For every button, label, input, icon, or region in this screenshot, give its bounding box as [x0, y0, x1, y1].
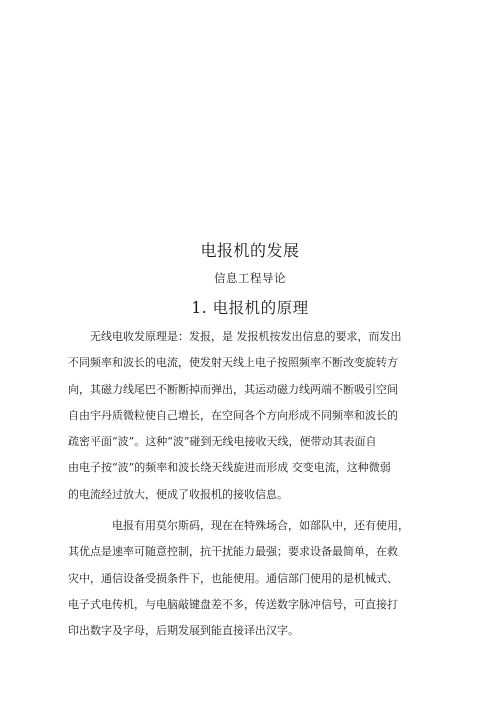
paragraph-line: 不同频率和波长的电流，使发射天线上电子按照频率不断改变旋转方 — [68, 356, 398, 370]
paragraph-line: 由电子按“波”的频率和波长绕天线旋进而形成 交变电流，这种微弱 — [68, 461, 391, 475]
paragraph-line: 自由宇丹质微粒使自己增长，在空间各个方向形成不同频率和波长的 — [68, 408, 398, 422]
paragraph-usage — [68, 513, 434, 644]
section-heading: 1. 电报机的原理 — [191, 299, 309, 317]
paragraph-line: 向，其磁力线尾巴不断断掉而弹出，其运动磁力线两端不断吸引空间 — [68, 382, 398, 396]
paragraph-line: 电子式电传机，与电脑敲键盘差不多，传送数字脉冲信号，可直接打 — [68, 597, 398, 611]
paragraph-line: 无线电收发原理是：发报，是 发报机按发出信息的要求，而发出 — [90, 330, 402, 343]
paragraph-line: 的电流经过放大，便成了收报机的接收信息。 — [68, 487, 288, 501]
paragraph-line: 电报有用莫尔斯码，现在在特殊场合，如部队中，还有使用， — [112, 519, 409, 532]
paragraph-line: 疏密平面“波”。这种“波”碰到无线电接收天线，便带动其表面自 — [68, 435, 377, 449]
document-subtitle: 信息工程导论 — [214, 271, 286, 285]
paragraph-line: 其优点是速率可随意控制，抗干扰能力最强；要求设备最简单，在救 — [68, 545, 398, 559]
document-title: 电报机的发展 — [200, 241, 300, 260]
paragraph-line: 灾中，通信设备受损条件下，也能使用。通信部门使用的是机械式、 — [68, 571, 398, 585]
paragraph-line: 印出数字及字母，后期发展到能直接译出汉字。 — [68, 624, 299, 638]
paragraph-principle — [68, 324, 434, 508]
